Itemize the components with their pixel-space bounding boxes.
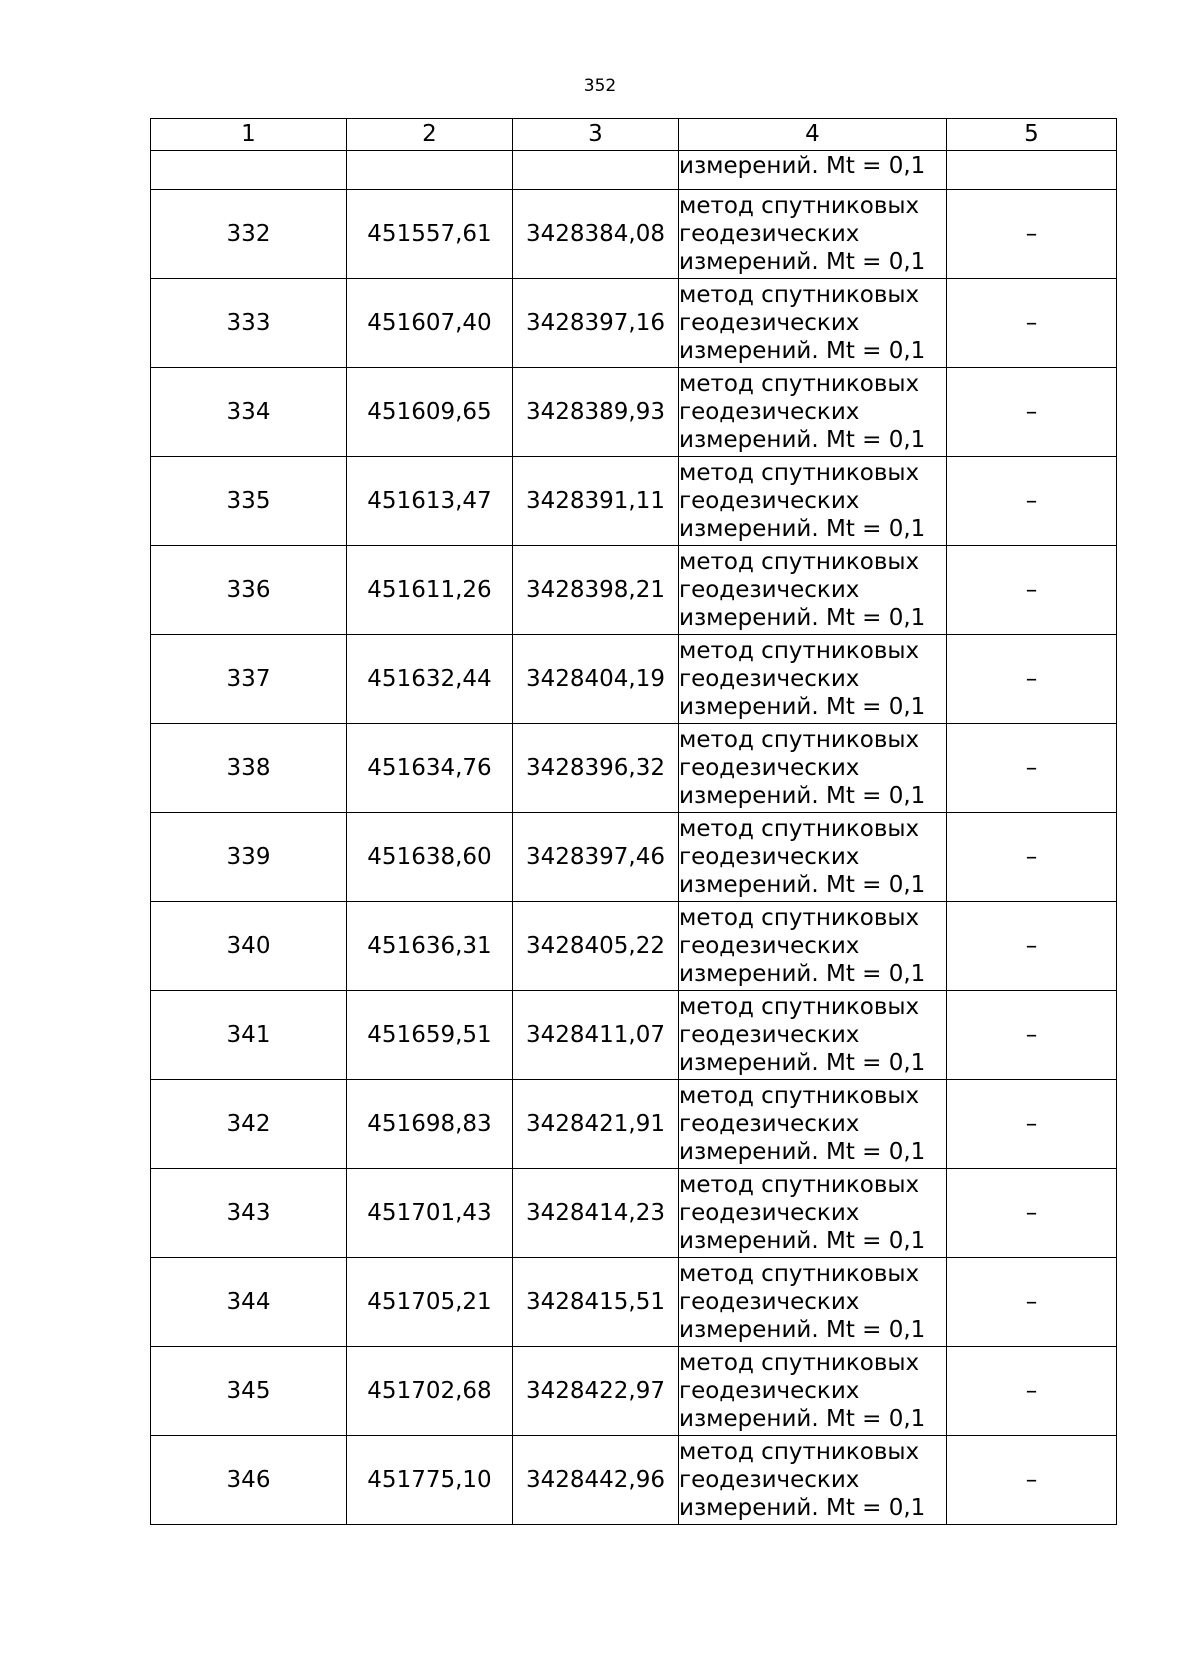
method-description <box>679 368 947 457</box>
coordinate-y: 3428414,23 <box>513 1169 679 1258</box>
coordinate-y: 3428397,16 <box>513 279 679 368</box>
coordinate-y: 3428391,11 <box>513 457 679 546</box>
coordinate-x: 451607,40 <box>347 279 513 368</box>
coordinate-x: 451638,60 <box>347 813 513 902</box>
method-line: метод спутниковых <box>679 1439 920 1465</box>
table-row <box>151 1258 1117 1347</box>
method-line: измерений. Mt = 0,1 <box>679 1406 926 1432</box>
table-row <box>151 991 1117 1080</box>
method-line: метод спутниковых <box>679 816 920 842</box>
method-line: метод спутниковых <box>679 282 920 308</box>
note-dash: – <box>947 813 1117 902</box>
continuation-cell-1 <box>151 151 347 190</box>
point-number: 346 <box>151 1436 347 1525</box>
table-row <box>151 1347 1117 1436</box>
method-line: измерений. Mt = 0,1 <box>679 427 926 453</box>
method-line: геодезических <box>679 933 860 959</box>
method-description <box>679 724 947 813</box>
method-line: геодезических <box>679 221 860 247</box>
method-description <box>679 635 947 724</box>
coordinate-x: 451557,61 <box>347 190 513 279</box>
coordinate-x: 451611,26 <box>347 546 513 635</box>
table-row <box>151 1436 1117 1525</box>
method-line: метод спутниковых <box>679 994 920 1020</box>
point-number: 336 <box>151 546 347 635</box>
column-header-4: 4 <box>679 119 947 151</box>
continuation-cell-2 <box>347 151 513 190</box>
point-number: 333 <box>151 279 347 368</box>
point-number: 338 <box>151 724 347 813</box>
table-row <box>151 279 1117 368</box>
table-row <box>151 457 1117 546</box>
method-description <box>679 457 947 546</box>
method-line: метод спутниковых <box>679 1172 920 1198</box>
method-line: геодезических <box>679 666 860 692</box>
note-dash: – <box>947 1258 1117 1347</box>
coordinate-x: 451636,31 <box>347 902 513 991</box>
note-dash: – <box>947 724 1117 813</box>
method-line: метод спутниковых <box>679 193 920 219</box>
method-line: измерений. Mt = 0,1 <box>679 872 926 898</box>
method-line: измерений. Mt = 0,1 <box>679 249 926 275</box>
method-line: измерений. Mt = 0,1 <box>679 961 926 987</box>
method-line: метод спутниковых <box>679 1350 920 1376</box>
note-dash: – <box>947 1080 1117 1169</box>
table-row <box>151 724 1117 813</box>
point-number: 341 <box>151 991 347 1080</box>
coordinate-y: 3428422,97 <box>513 1347 679 1436</box>
note-dash: – <box>947 902 1117 991</box>
coordinate-x: 451701,43 <box>347 1169 513 1258</box>
note-dash: – <box>947 368 1117 457</box>
note-dash: – <box>947 1169 1117 1258</box>
coordinate-y: 3428398,21 <box>513 546 679 635</box>
method-description <box>679 1169 947 1258</box>
table-row <box>151 635 1117 724</box>
method-line: метод спутниковых <box>679 1083 920 1109</box>
column-header-1: 1 <box>151 119 347 151</box>
method-description <box>679 279 947 368</box>
coordinate-x: 451613,47 <box>347 457 513 546</box>
table-row <box>151 1080 1117 1169</box>
method-line: геодезических <box>679 844 860 870</box>
note-dash: – <box>947 190 1117 279</box>
coordinate-y: 3428421,91 <box>513 1080 679 1169</box>
coordinate-y: 3428405,22 <box>513 902 679 991</box>
table-row <box>151 1169 1117 1258</box>
method-line: геодезических <box>679 1378 860 1404</box>
coordinate-x: 451632,44 <box>347 635 513 724</box>
coordinate-y: 3428384,08 <box>513 190 679 279</box>
method-line: геодезических <box>679 1289 860 1315</box>
point-number: 339 <box>151 813 347 902</box>
note-dash: – <box>947 1436 1117 1525</box>
method-line: геодезических <box>679 488 860 514</box>
note-dash: – <box>947 1347 1117 1436</box>
method-line: измерений. Mt = 0,1 <box>679 1139 926 1165</box>
method-line: метод спутниковых <box>679 371 920 397</box>
coordinate-y: 3428396,32 <box>513 724 679 813</box>
method-line: геодезических <box>679 399 860 425</box>
method-line: измерений. Mt = 0,1 <box>679 1495 926 1521</box>
coordinate-x: 451609,65 <box>347 368 513 457</box>
point-number: 343 <box>151 1169 347 1258</box>
method-line: метод спутниковых <box>679 638 920 664</box>
method-line: геодезических <box>679 1467 860 1493</box>
coordinate-x: 451698,83 <box>347 1080 513 1169</box>
method-description <box>679 1347 947 1436</box>
point-number: 337 <box>151 635 347 724</box>
coordinate-y: 3428404,19 <box>513 635 679 724</box>
method-line: метод спутниковых <box>679 1261 920 1287</box>
method-description <box>679 1258 947 1347</box>
method-description <box>679 813 947 902</box>
coordinates-table <box>150 118 1117 1525</box>
point-number: 340 <box>151 902 347 991</box>
coordinate-x: 451659,51 <box>347 991 513 1080</box>
coordinate-x: 451634,76 <box>347 724 513 813</box>
method-line: метод спутниковых <box>679 549 920 575</box>
method-line: геодезических <box>679 577 860 603</box>
method-description <box>679 991 947 1080</box>
method-line: измерений. Mt = 0,1 <box>679 1050 926 1076</box>
method-line: геодезических <box>679 1022 860 1048</box>
method-line: метод спутниковых <box>679 905 920 931</box>
continuation-cell-5 <box>947 151 1117 190</box>
point-number: 344 <box>151 1258 347 1347</box>
point-number: 334 <box>151 368 347 457</box>
method-description <box>679 546 947 635</box>
table-row <box>151 368 1117 457</box>
continuation-cell-4: измерений. Mt = 0,1 <box>679 151 947 190</box>
column-header-5: 5 <box>947 119 1117 151</box>
method-line: геодезических <box>679 1111 860 1137</box>
method-line: измерений. Mt = 0,1 <box>679 1228 926 1254</box>
note-dash: – <box>947 457 1117 546</box>
method-description <box>679 902 947 991</box>
method-description <box>679 1080 947 1169</box>
table-row <box>151 902 1117 991</box>
table-row <box>151 546 1117 635</box>
coordinate-x: 451775,10 <box>347 1436 513 1525</box>
point-number: 342 <box>151 1080 347 1169</box>
method-line: измерений. Mt = 0,1 <box>679 694 926 720</box>
note-dash: – <box>947 991 1117 1080</box>
method-line: метод спутниковых <box>679 460 920 486</box>
coordinate-y: 3428415,51 <box>513 1258 679 1347</box>
method-line: измерений. Mt = 0,1 <box>679 605 926 631</box>
coordinate-x: 451702,68 <box>347 1347 513 1436</box>
continuation-row <box>151 151 1117 190</box>
point-number: 335 <box>151 457 347 546</box>
column-header-2: 2 <box>347 119 513 151</box>
note-dash: – <box>947 635 1117 724</box>
coordinate-y: 3428411,07 <box>513 991 679 1080</box>
method-line: измерений. Mt = 0,1 <box>679 516 926 542</box>
note-dash: – <box>947 546 1117 635</box>
table-header-row <box>151 119 1117 151</box>
method-line: геодезических <box>679 1200 860 1226</box>
column-header-3: 3 <box>513 119 679 151</box>
method-line: измерений. Mt = 0,1 <box>679 783 926 809</box>
note-dash: – <box>947 279 1117 368</box>
method-line: геодезических <box>679 755 860 781</box>
coordinate-y: 3428389,93 <box>513 368 679 457</box>
coordinate-y: 3428442,96 <box>513 1436 679 1525</box>
method-description <box>679 190 947 279</box>
method-line: измерений. Mt = 0,1 <box>679 338 926 364</box>
continuation-cell-3 <box>513 151 679 190</box>
point-number: 332 <box>151 190 347 279</box>
coordinate-x: 451705,21 <box>347 1258 513 1347</box>
table-row <box>151 813 1117 902</box>
method-description <box>679 1436 947 1525</box>
table-row <box>151 190 1117 279</box>
page-number: 352 <box>583 76 617 96</box>
point-number: 345 <box>151 1347 347 1436</box>
coordinate-y: 3428397,46 <box>513 813 679 902</box>
method-line: измерений. Mt = 0,1 <box>679 1317 926 1343</box>
method-line: геодезических <box>679 310 860 336</box>
method-line: метод спутниковых <box>679 727 920 753</box>
